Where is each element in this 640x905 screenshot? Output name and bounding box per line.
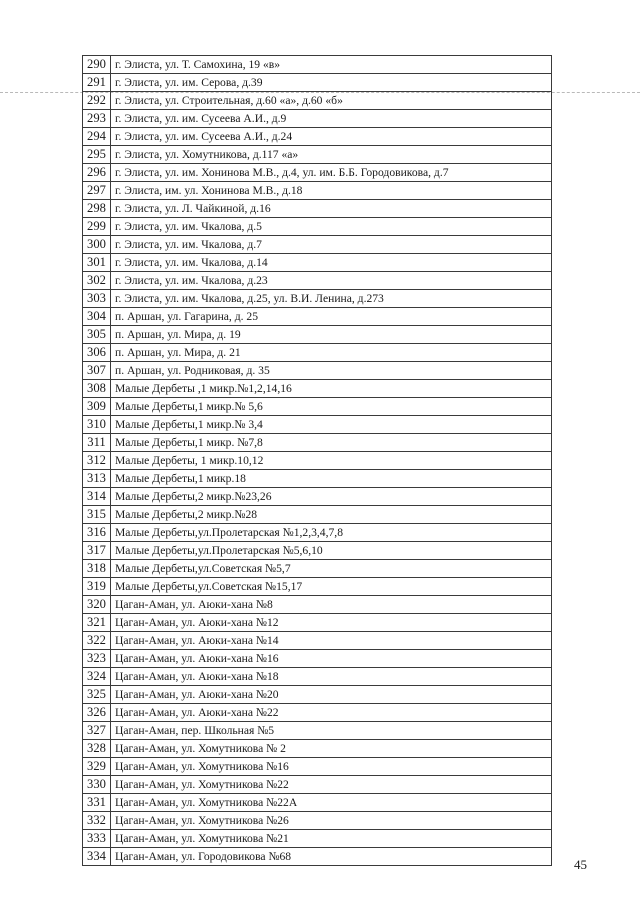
row-address: Цаган-Аман, ул. Аюки-хана №8 <box>111 596 552 614</box>
table-row <box>83 542 552 560</box>
row-number: 329 <box>83 758 111 776</box>
row-number: 331 <box>83 794 111 812</box>
table-row <box>83 164 552 182</box>
table-row <box>83 92 552 110</box>
table-row <box>83 650 552 668</box>
row-address: Цаган-Аман, ул. Аюки-хана №16 <box>111 650 552 668</box>
table-row <box>83 830 552 848</box>
row-address: г. Элиста, ул. им. Чкалова, д.25, ул. В.И. Ленина, д.273 <box>111 290 552 308</box>
row-number: 294 <box>83 128 111 146</box>
table-row <box>83 272 552 290</box>
row-address: г. Элиста, ул. Т. Самохина, 19 «в» <box>111 56 552 74</box>
table-row <box>83 128 552 146</box>
page-number: 45 <box>574 857 587 872</box>
table-row <box>83 56 552 74</box>
row-number: 303 <box>83 290 111 308</box>
row-number: 318 <box>83 560 111 578</box>
row-address: Малые Дербеты,ул.Советская №15,17 <box>111 578 552 596</box>
row-address: Малые Дербеты, 1 микр.10,12 <box>111 452 552 470</box>
table-row <box>83 398 552 416</box>
row-address: г. Элиста, ул. им. Серова, д.39 <box>111 74 552 92</box>
row-address: г. Элиста, им. ул. Хонинова М.В., д.18 <box>111 182 552 200</box>
row-number: 298 <box>83 200 111 218</box>
table-row <box>83 632 552 650</box>
row-number: 309 <box>83 398 111 416</box>
row-number: 316 <box>83 524 111 542</box>
table-row <box>83 578 552 596</box>
row-number: 307 <box>83 362 111 380</box>
row-address: г. Элиста, ул. им. Чкалова, д.7 <box>111 236 552 254</box>
row-number: 313 <box>83 470 111 488</box>
table-row <box>83 254 552 272</box>
row-number: 330 <box>83 776 111 794</box>
table-row <box>83 470 552 488</box>
row-address: Цаган-Аман, ул. Хомутникова №21 <box>111 830 552 848</box>
row-address: Цаган-Аман, ул. Аюки-хана №12 <box>111 614 552 632</box>
row-number: 297 <box>83 182 111 200</box>
table-row <box>83 506 552 524</box>
row-number: 327 <box>83 722 111 740</box>
table-row <box>83 434 552 452</box>
row-address: г. Элиста, ул. Л. Чайкиной, д.16 <box>111 200 552 218</box>
row-address: г. Элиста, ул. им. Сусеева А.И., д.24 <box>111 128 552 146</box>
table-row <box>83 236 552 254</box>
row-address: г. Элиста, ул. им. Чкалова, д.14 <box>111 254 552 272</box>
row-number: 308 <box>83 380 111 398</box>
table-row <box>83 524 552 542</box>
row-number: 322 <box>83 632 111 650</box>
table-row <box>83 848 552 866</box>
row-address: Цаган-Аман, ул. Хомутникова №22А <box>111 794 552 812</box>
table-row <box>83 344 552 362</box>
row-number: 315 <box>83 506 111 524</box>
address-table <box>82 55 552 866</box>
table-row <box>83 560 552 578</box>
row-number: 317 <box>83 542 111 560</box>
row-number: 293 <box>83 110 111 128</box>
row-number: 325 <box>83 686 111 704</box>
row-address: п. Аршан, ул. Гагарина, д. 25 <box>111 308 552 326</box>
row-address: Цаган-Аман, ул. Хомутникова №16 <box>111 758 552 776</box>
row-number: 333 <box>83 830 111 848</box>
row-address: Цаган-Аман, ул. Хомутникова №22 <box>111 776 552 794</box>
row-number: 299 <box>83 218 111 236</box>
row-address: г. Элиста, ул. им. Чкалова, д.5 <box>111 218 552 236</box>
table-row <box>83 182 552 200</box>
row-address: Цаган-Аман, ул. Аюки-хана №22 <box>111 704 552 722</box>
row-number: 314 <box>83 488 111 506</box>
row-number: 334 <box>83 848 111 866</box>
table-row <box>83 488 552 506</box>
row-number: 305 <box>83 326 111 344</box>
row-number: 295 <box>83 146 111 164</box>
row-number: 326 <box>83 704 111 722</box>
row-address: Малые Дербеты,1 микр. №7,8 <box>111 434 552 452</box>
row-number: 291 <box>83 74 111 92</box>
row-address: п. Аршан, ул. Мира, д. 21 <box>111 344 552 362</box>
row-number: 292 <box>83 92 111 110</box>
table-row <box>83 596 552 614</box>
table-row <box>83 74 552 92</box>
table-row <box>83 380 552 398</box>
row-address: Малые Дербеты,1 микр.№ 3,4 <box>111 416 552 434</box>
address-table-body <box>83 56 552 866</box>
row-address: Цаган-Аман, ул. Аюки-хана №20 <box>111 686 552 704</box>
table-row <box>83 362 552 380</box>
row-address: Малые Дербеты,ул.Пролетарская №5,6,10 <box>111 542 552 560</box>
row-number: 296 <box>83 164 111 182</box>
row-number: 302 <box>83 272 111 290</box>
table-row <box>83 776 552 794</box>
table-row <box>83 740 552 758</box>
row-address: Цаган-Аман, ул. Городовикова №68 <box>111 848 552 866</box>
row-number: 328 <box>83 740 111 758</box>
row-number: 332 <box>83 812 111 830</box>
row-number: 321 <box>83 614 111 632</box>
table-row <box>83 704 552 722</box>
table-row <box>83 110 552 128</box>
table-row <box>83 200 552 218</box>
row-address: Цаган-Аман, пер. Школьная №5 <box>111 722 552 740</box>
table-row <box>83 686 552 704</box>
table-row <box>83 218 552 236</box>
table-row <box>83 146 552 164</box>
row-number: 306 <box>83 344 111 362</box>
row-address: Малые Дербеты,ул.Советская №5,7 <box>111 560 552 578</box>
table-row <box>83 290 552 308</box>
table-row <box>83 416 552 434</box>
row-number: 320 <box>83 596 111 614</box>
row-number: 323 <box>83 650 111 668</box>
table-row <box>83 794 552 812</box>
row-number: 311 <box>83 434 111 452</box>
row-number: 324 <box>83 668 111 686</box>
row-address: г. Элиста, ул. им. Сусеева А.И., д.9 <box>111 110 552 128</box>
row-address: п. Аршан, ул. Мира, д. 19 <box>111 326 552 344</box>
row-address: Цаган-Аман, ул. Аюки-хана №18 <box>111 668 552 686</box>
row-number: 312 <box>83 452 111 470</box>
table-row <box>83 308 552 326</box>
row-address: г. Элиста, ул. им. Чкалова, д.23 <box>111 272 552 290</box>
table-row <box>83 614 552 632</box>
row-address: г. Элиста, ул. им. Хонинова М.В., д.4, ул. им. Б.Б. Городовикова, д.7 <box>111 164 552 182</box>
row-address: Цаган-Аман, ул. Хомутникова №26 <box>111 812 552 830</box>
table-row <box>83 452 552 470</box>
row-address: Цаган-Аман, ул. Аюки-хана №14 <box>111 632 552 650</box>
row-number: 290 <box>83 56 111 74</box>
row-number: 300 <box>83 236 111 254</box>
row-address: Малые Дербеты,2 микр.№23,26 <box>111 488 552 506</box>
table-row <box>83 668 552 686</box>
table-row <box>83 812 552 830</box>
row-number: 310 <box>83 416 111 434</box>
row-address: Малые Дербеты,2 микр.№28 <box>111 506 552 524</box>
table-row <box>83 326 552 344</box>
row-address: Малые Дербеты,1 микр.№ 5,6 <box>111 398 552 416</box>
table-row <box>83 722 552 740</box>
row-address: Малые Дербеты,1 микр.18 <box>111 470 552 488</box>
row-address: п. Аршан, ул. Родниковая, д. 35 <box>111 362 552 380</box>
table-row <box>83 758 552 776</box>
row-address: г. Элиста, ул. Строительная, д.60 «а», д.60 «б» <box>111 92 552 110</box>
row-address: Цаган-Аман, ул. Хомутникова № 2 <box>111 740 552 758</box>
row-number: 319 <box>83 578 111 596</box>
row-address: г. Элиста, ул. Хомутникова, д.117 «а» <box>111 146 552 164</box>
row-address: Малые Дербеты,ул.Пролетарская №1,2,3,4,7,8 <box>111 524 552 542</box>
row-address: Малые Дербеты ,1 микр.№1,2,14,16 <box>111 380 552 398</box>
row-number: 304 <box>83 308 111 326</box>
row-number: 301 <box>83 254 111 272</box>
